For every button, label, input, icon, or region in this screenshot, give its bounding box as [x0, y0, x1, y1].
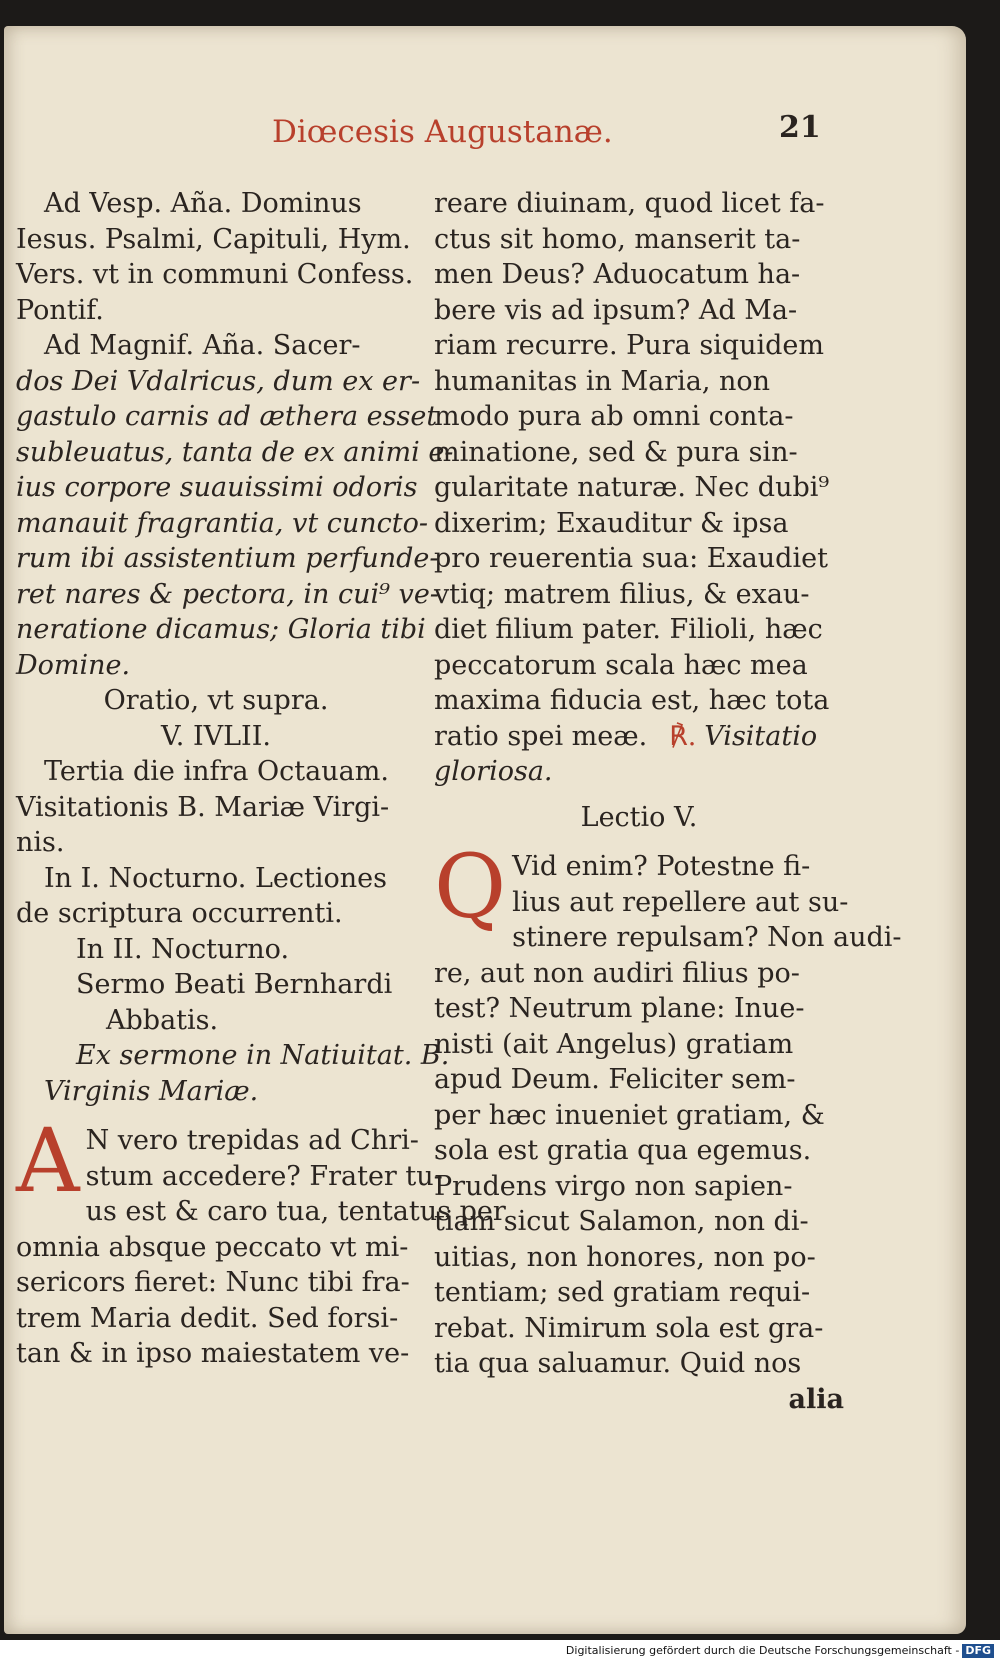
- text-line: Oratio, vt supra.: [103, 685, 329, 716]
- text-line: neratione dicamus; Gloria tibi: [16, 614, 426, 645]
- text-line: omnia absque peccato vt mi-: [16, 1231, 409, 1263]
- text-line: stinere repulsam? Non audi-: [512, 922, 902, 953]
- folio-number: 21: [779, 110, 821, 145]
- text-line: tia qua saluamur. Quid nos: [434, 1348, 802, 1379]
- text-line: In II. Nocturno.: [76, 933, 290, 965]
- text-line: N vero trepidas ad Chri-: [85, 1125, 419, 1156]
- right-drop-paragraph: [434, 835, 902, 1382]
- text-line: de scriptura occurrenti.: [16, 898, 343, 929]
- right-column-lines: [434, 186, 844, 790]
- text-line: Domine.: [16, 649, 131, 681]
- text-line: us est & caro tua, tentatus per: [85, 1196, 506, 1227]
- text-line: ctus sit homo, manserit ta-: [434, 223, 801, 255]
- text-line: peccatorum scala hæc mea: [434, 649, 808, 681]
- text-line: sericors fieret: Nunc tibi fra-: [16, 1267, 410, 1298]
- left-drop-paragraph: [16, 1109, 506, 1372]
- text-line: gloriosa.: [434, 756, 553, 787]
- text-line: tan & in ipso maiestatem ve-: [16, 1338, 410, 1369]
- text-line: Ex sermone in Natiuitat. B.: [76, 1040, 450, 1071]
- text-line: subleuatus, tanta de ex animi e-: [16, 436, 454, 468]
- responsory-mark: ℟.: [669, 720, 697, 752]
- text-line: test? Neutrum plane: Inue-: [434, 993, 805, 1024]
- text-line: Sermo Beati Bernhardi: [76, 969, 393, 1000]
- text-line: re, aut non audiri filius po-: [434, 957, 800, 989]
- text-line: pro reuerentia sua: Exaudiet: [434, 543, 828, 574]
- text-line: per hæc inueniet gratiam, &: [434, 1099, 825, 1131]
- text-line: Vid enim? Potestne fi-: [512, 851, 811, 882]
- text-line: trem Maria dedit. Sed forsi-: [16, 1302, 399, 1334]
- right-column: [434, 186, 902, 1417]
- footer-text: Digitalisierung gefördert durch die Deutsche Forschungsgemeinschaft -: [565, 1644, 960, 1657]
- text-line: rebat. Nimirum sola est gra-: [434, 1312, 824, 1344]
- text-line: dixerim; Exauditur & ipsa: [434, 507, 789, 539]
- text-line: rum ibi assistentium perfunde-: [16, 543, 439, 574]
- digitization-footer: [0, 1640, 1000, 1661]
- text-line: tentiam; sed gratiam requi-: [434, 1277, 811, 1308]
- text-line: men Deus? Aduocatum ha-: [434, 259, 801, 290]
- text-line: diet filium pater. Filioli, hæc: [434, 614, 823, 645]
- text-line: riam recurre. Pura siquidem: [434, 330, 824, 361]
- text-line: gularitate naturæ. Nec dubi⁹: [434, 472, 830, 503]
- text-line: Abbatis.: [106, 1004, 219, 1036]
- text-line: apud Deum. Feliciter sem-: [434, 1064, 796, 1095]
- dfg-logo: DFG: [962, 1644, 994, 1658]
- text-line: stum accedere? Frater tu-: [85, 1160, 443, 1192]
- text-line: nis.: [16, 827, 65, 858]
- text-line: Ad Magnif. Aña. Sacer-: [44, 330, 361, 361]
- text-line: gastulo carnis ad æthera esset: [16, 401, 438, 432]
- text-line: lius aut repellere aut su-: [512, 886, 849, 918]
- left-column-lines: [16, 186, 454, 1109]
- lectio-heading: Lectio V.: [580, 801, 698, 833]
- text-line: humanitas in Maria, non: [434, 365, 771, 397]
- text-line: tiam sicut Salamon, non di-: [434, 1206, 809, 1237]
- text-line: Iesus. Psalmi, Capituli, Hym.: [16, 223, 411, 255]
- text-line: bere vis ad ipsum? Ad Ma-: [434, 294, 798, 326]
- text-line: manauit fragrantia, vt cuncto-: [16, 507, 429, 539]
- text-line: Pontif.: [16, 294, 104, 326]
- text-line: Prudens virgo non sapien-: [434, 1170, 793, 1202]
- running-head: Diœcesis Augustanæ.: [272, 114, 613, 150]
- drop-capital-a: A: [16, 1109, 80, 1212]
- text-line: dos Dei Vdalricus, dum ex er-: [16, 365, 421, 397]
- drop-capital-q: Q: [434, 835, 507, 938]
- text-line: ius corpore suauissimi odoris: [16, 472, 418, 503]
- text-line: Ad Vesp. Aña. Dominus: [44, 188, 362, 219]
- text-line: minatione, sed & pura sin-: [434, 436, 798, 468]
- text-line: modo pura ab omni conta-: [434, 401, 794, 432]
- text-line: Tertia die infra Octauam.: [44, 756, 389, 787]
- text-line: uitias, non honores, non po-: [434, 1241, 816, 1273]
- text-line: maxima fiducia est, hæc tota: [434, 685, 830, 716]
- text-line: ret nares & pectora, in cui⁹ ve-: [16, 578, 439, 610]
- book-page: [4, 26, 966, 1634]
- text-line: ratio spei meæ. ℟. Visitatio: [434, 720, 818, 752]
- catchword: alia: [788, 1383, 844, 1415]
- text-line: reare diuinam, quod licet fa-: [434, 188, 825, 219]
- text-line: Vers. vt in communi Confess.: [16, 259, 414, 290]
- text-line: nisti (ait Angelus) gratiam: [434, 1028, 794, 1060]
- text-line: Virginis Mariæ.: [44, 1075, 259, 1107]
- text-line: sola est gratia qua egemus.: [434, 1135, 812, 1166]
- text-line: Visitationis B. Mariæ Virgi-: [16, 791, 390, 823]
- text-line: vtiq; matrem filius, & exau-: [434, 578, 810, 610]
- text-line: V. IVLII.: [161, 720, 271, 752]
- text-line: In I. Nocturno. Lectiones: [44, 862, 387, 894]
- responsory-text: Visitatio: [704, 720, 818, 752]
